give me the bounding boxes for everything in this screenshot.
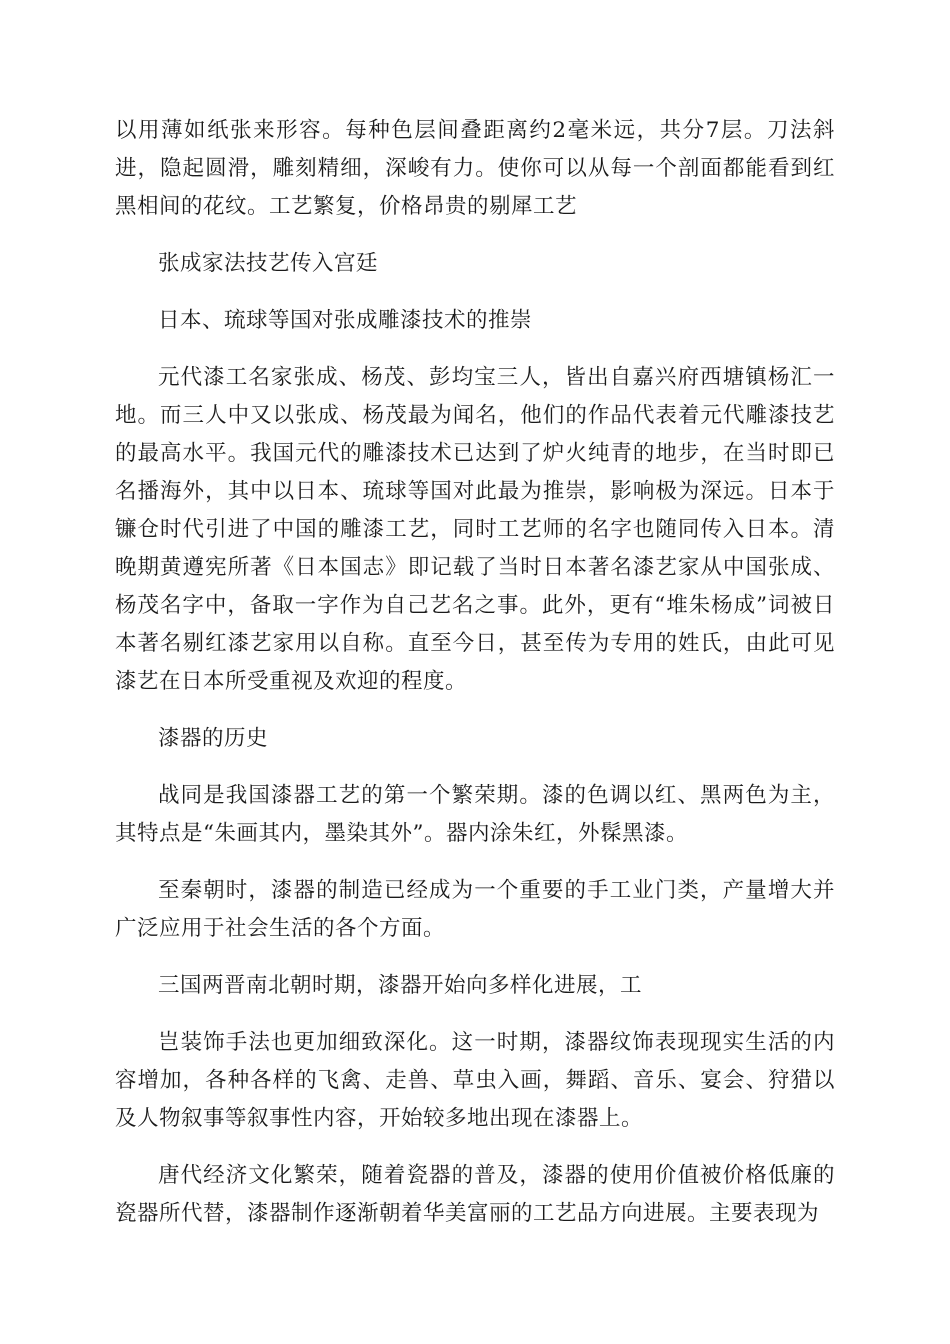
paragraph-yuan-dynasty: 元代漆工名家张成、杨茂、彭均宝三人，皆出自嘉兴府西塘镇杨汇一地。而三人中又以张成、杨茂最为闻名，他们的作品代表着元代雕漆技艺的最高水平。我国元代的雕漆技术已达到了炉火纯青的地步，在当时即已名播海外，其中以日本、琉球等国对此最为推崇，影响极为深远。日本于镰仓时代引进了中国的雕漆工艺，同时工艺师的名字也随同传入日本。清晚期黄遵宪所著《日本国志》即记载了当时日本著名漆艺家从中国张成、杨茂名字中，备取一字作为自己艺名之事。此外，更有“堆朱杨成”词被日本著名剔红漆艺家用以自称。直至今日，甚至传为专用的姓氏，由此可见漆艺在日本所受重视及欢迎的程度。	[115, 365, 835, 694]
paragraph-three-kingdoms: 三国两晋南北朝时期，漆器开始向多样化进展，工	[158, 973, 643, 998]
section-heading-japan: 日本、琉球等国对张成雕漆技术的推崇	[158, 308, 533, 333]
paragraph-continuation: 以用薄如纸张来形容。每种色层间叠距离约2毫米远，共分7层。刀法斜进，隐起圆滑，雕刻精细，深峻有力。使你可以从每一个剖面都能看到红黑相间的花纹。工艺繁复，价格昂贵的剔犀工艺	[115, 118, 835, 219]
paragraph-tang: 唐代经济文化繁荣，随着瓷器的普及，漆器的使用价值被价格低廉的瓷器所代替，漆器制作逐渐朝着华美富丽的工艺品方向进展。主要表现为	[115, 1163, 835, 1226]
paragraph-decoration: 岂装饰手法也更加细致深化。这一时期，漆器纹饰表现现实生活的内容增加，各种各样的飞禽、走兽、草虫入画，舞蹈、音乐、宴会、狩猎以及人物叙事等叙事性内容，开始较多地出现在漆器上。	[115, 1030, 835, 1131]
document-page	[115, 112, 835, 1252]
paragraph-qin: 至秦朝时，漆器的制造已经成为一个重要的手工业门类，产量增大并广泛应用于社会生活的各个方面。	[115, 878, 835, 941]
paragraph-warring-states: 战同是我国漆器工艺的第一个繁荣期。漆的色调以红、黑两色为主，其特点是“朱画其内，墨染其外”。器内涂朱红，外髹黑漆。	[115, 783, 835, 846]
section-heading-zhangcheng: 张成家法技艺传入宫廷	[158, 251, 379, 276]
section-heading-history: 漆器的历史	[158, 726, 269, 751]
